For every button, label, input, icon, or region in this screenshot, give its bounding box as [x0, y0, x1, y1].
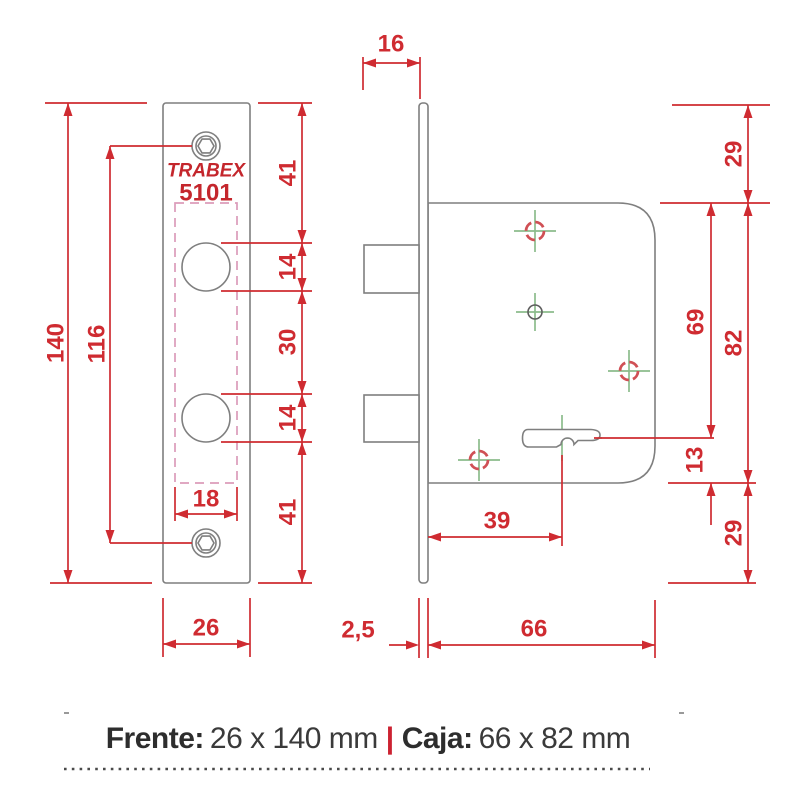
- svg-text:14: 14: [274, 253, 302, 281]
- svg-text:30: 30: [274, 328, 302, 356]
- dim-82: [721, 203, 753, 483]
- caption-separator: |: [385, 722, 394, 755]
- svg-text:2,5: 2,5: [341, 616, 375, 644]
- svg-text:18: 18: [192, 485, 220, 513]
- dim-26: [163, 598, 250, 657]
- svg-text:116: 116: [83, 324, 111, 364]
- dim-29-bottom: [721, 483, 753, 583]
- caption-box-label: Caja:: [401, 722, 473, 755]
- svg-text:29: 29: [720, 140, 748, 168]
- caption-front-value: 26 x 140 mm: [209, 722, 378, 755]
- svg-text:16: 16: [377, 30, 405, 58]
- svg-text:13: 13: [681, 446, 709, 474]
- svg-text:41: 41: [274, 159, 302, 187]
- svg-text:39: 39: [483, 507, 511, 535]
- svg-text:69: 69: [682, 308, 710, 336]
- svg-text:29: 29: [720, 519, 748, 547]
- svg-text:66: 66: [520, 615, 548, 643]
- caption: [106, 722, 631, 755]
- svg-text:140: 140: [42, 322, 70, 364]
- bolt-upper: [364, 245, 419, 293]
- svg-text:41: 41: [274, 498, 302, 526]
- brand-text: TRABEX: [166, 160, 246, 182]
- caption-front-label: Frente:: [105, 722, 204, 755]
- svg-text:82: 82: [720, 329, 748, 357]
- dim-2-5: [341, 617, 419, 650]
- model-text: 5101: [179, 179, 233, 207]
- dim-66: [419, 598, 655, 658]
- caption-box-value: 66 x 82 mm: [478, 722, 631, 755]
- dim-29-top: [721, 105, 753, 203]
- bolt-lower: [364, 395, 419, 442]
- dim-16: [363, 31, 420, 100]
- dim-69: [683, 203, 716, 438]
- faceplate-side: [419, 103, 428, 583]
- svg-text:26: 26: [192, 614, 220, 642]
- svg-text:14: 14: [274, 404, 302, 432]
